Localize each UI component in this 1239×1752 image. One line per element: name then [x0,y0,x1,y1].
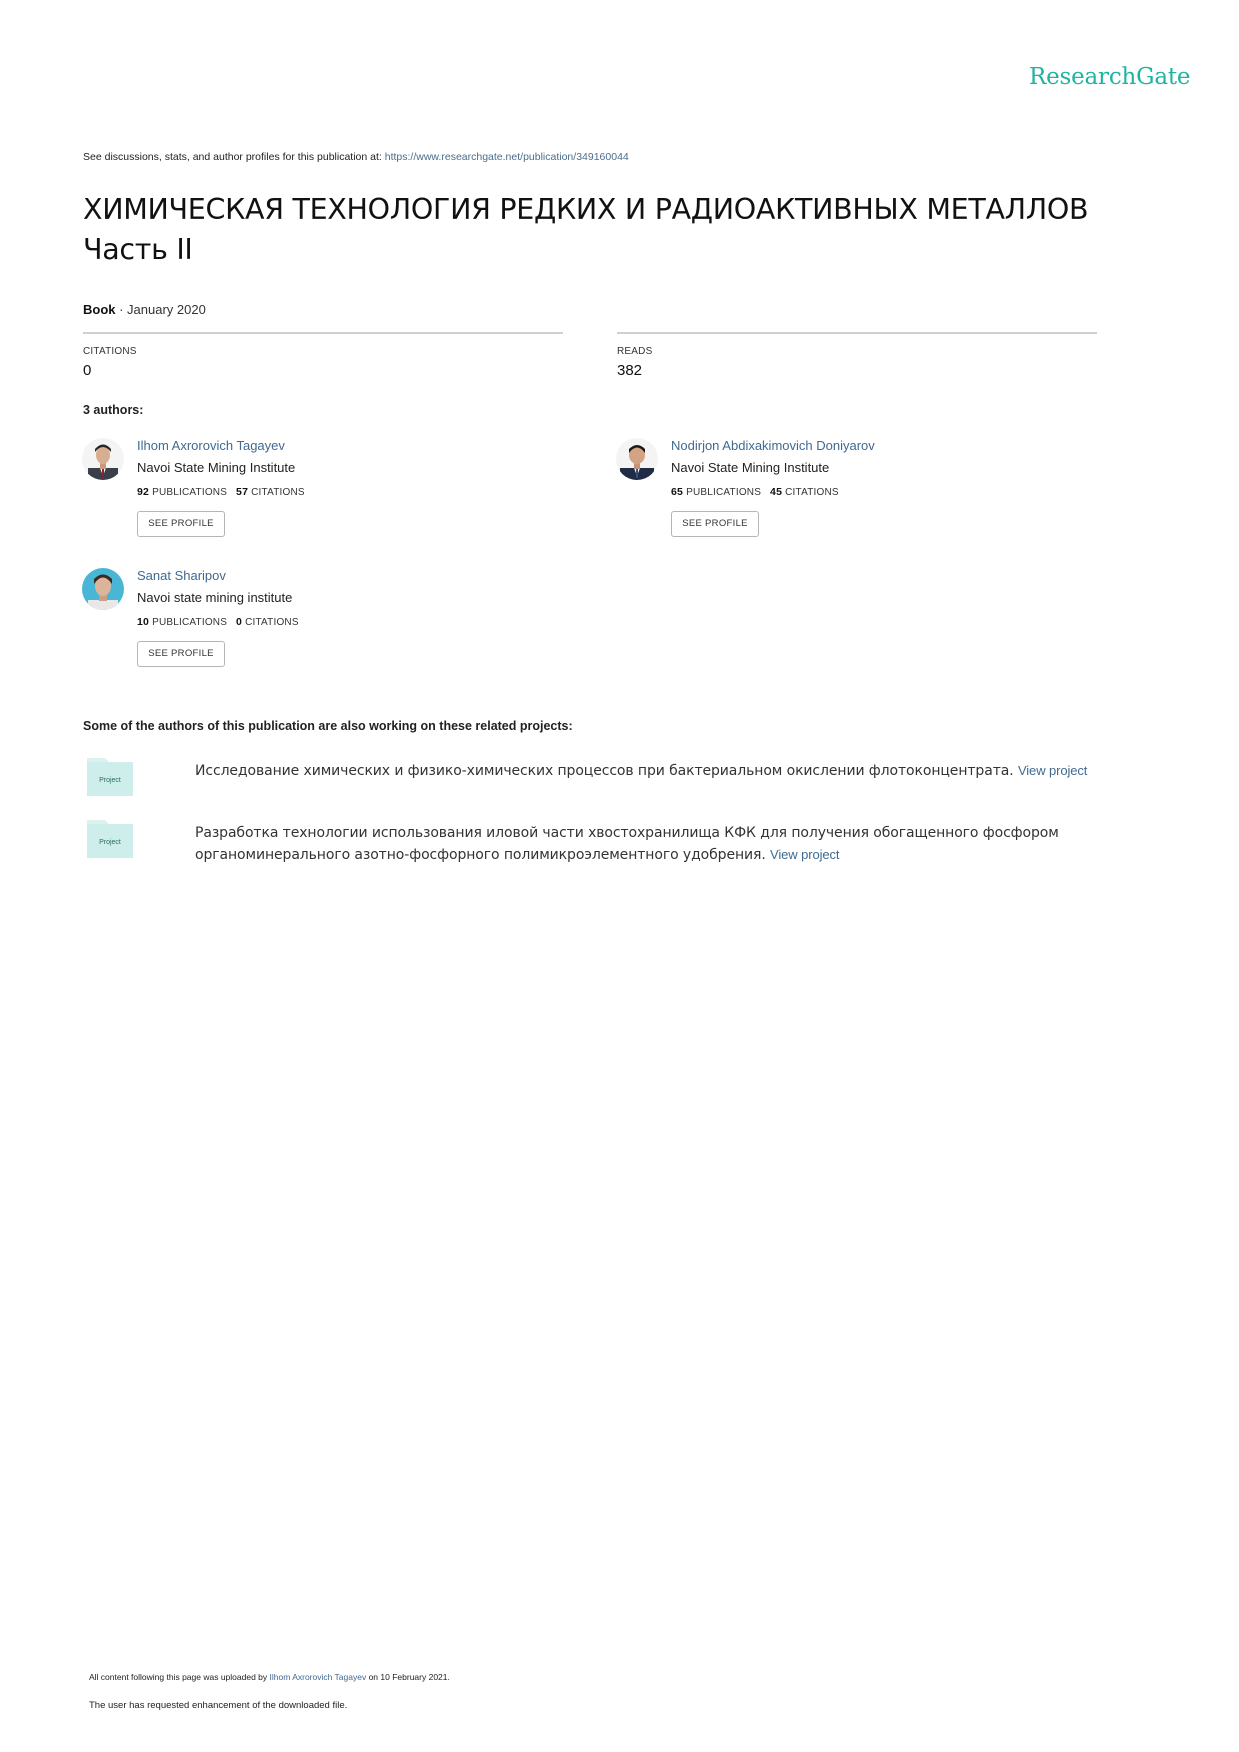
citations-label: CITATIONS [785,487,839,498]
discussion-line [83,151,629,163]
projects-heading: Some of the authors of this publication are also working on these related projects: [83,719,573,733]
see-profile-button[interactable]: SEE PROFILE [137,511,225,537]
project-folder-icon [87,758,133,796]
author-stats [137,486,305,498]
project-description [195,822,1145,866]
author-name[interactable]: Ilhom Axrorovich Tagayev [137,438,285,453]
author-card [616,438,1116,548]
publications-label: PUBLICATIONS [686,487,762,498]
publications-label: PUBLICATIONS [152,617,228,628]
citations-count: 0 [236,616,243,628]
citations-label: CITATIONS [245,617,299,628]
discussion-text: See discussions, stats, and author profiles for this publication at: [83,151,385,163]
publications-count: 65 [671,486,684,498]
citations-divider [83,332,563,334]
reads-divider [617,332,1097,334]
uploader-link[interactable]: Ilhom Axrorovich Tagayev [269,1672,367,1682]
author-institution: Navoi State Mining Institute [137,460,296,475]
publication-meta [83,302,206,317]
publications-count: 10 [137,616,150,628]
publications-label: PUBLICATIONS [152,487,228,498]
author-card [82,568,582,678]
author-stats [671,486,839,498]
project-title: Разработка технологии использования иловой части хвостохранилища КФК для получения обогащенного фосфором органоминерального азотно-фосфорного полимикроэлементного удобрения. [195,825,1059,863]
author-name[interactable]: Sanat Sharipov [137,568,226,583]
citations-label: CITATIONS [83,346,137,357]
publication-type: Book [83,302,116,317]
avatar[interactable] [82,568,124,610]
title-line-1: ХИМИЧЕСКАЯ ТЕХНОЛОГИЯ РЕДКИХ И РАДИОАКТИВНЫХ МЕТАЛЛОВ [83,193,1089,226]
publications-count: 92 [137,486,150,498]
avatar[interactable] [616,438,658,480]
author-name[interactable]: Nodirjon Abdixakimovich Doniyarov [671,438,875,453]
citations-label: CITATIONS [251,487,305,498]
reads-value: 382 [617,362,643,379]
researchgate-logo[interactable]: ResearchGate [1029,64,1191,90]
citations-count: 57 [236,486,249,498]
project-folder-icon [87,820,133,858]
citations-count: 45 [770,486,783,498]
enhancement-note: The user has requested enhancement of the downloaded file. [89,1700,348,1711]
upload-prefix: All content following this page was uploaded by [89,1672,270,1682]
project-title: Исследование химических и физико-химических процессов при бактериальном окислении флотоконцентрата. [195,763,1018,779]
authors-heading: 3 authors: [83,403,144,417]
author-stats [137,616,299,628]
citations-value: 0 [83,362,92,379]
see-profile-button[interactable]: SEE PROFILE [137,641,225,667]
author-card [82,438,582,548]
title-line-2: Часть II [83,233,193,266]
upload-suffix: on 10 February 2021. [366,1672,450,1682]
project-icon-label: Project [99,839,121,846]
avatar[interactable] [82,438,124,480]
view-project-link[interactable]: View project [1017,763,1088,778]
publication-title [83,190,1143,270]
project-icon-label: Project [99,777,121,784]
reads-label: READS [617,346,653,357]
view-project-link[interactable]: View project [770,847,840,862]
see-profile-button[interactable]: SEE PROFILE [671,511,759,537]
author-institution: Navoi state mining institute [137,590,293,605]
author-institution: Navoi State Mining Institute [671,460,830,475]
project-description [195,760,1145,782]
publication-link[interactable]: https://www.researchgate.net/publication/349160044 [384,151,629,163]
publication-date: · January 2020 [115,302,206,317]
upload-note [89,1672,450,1682]
